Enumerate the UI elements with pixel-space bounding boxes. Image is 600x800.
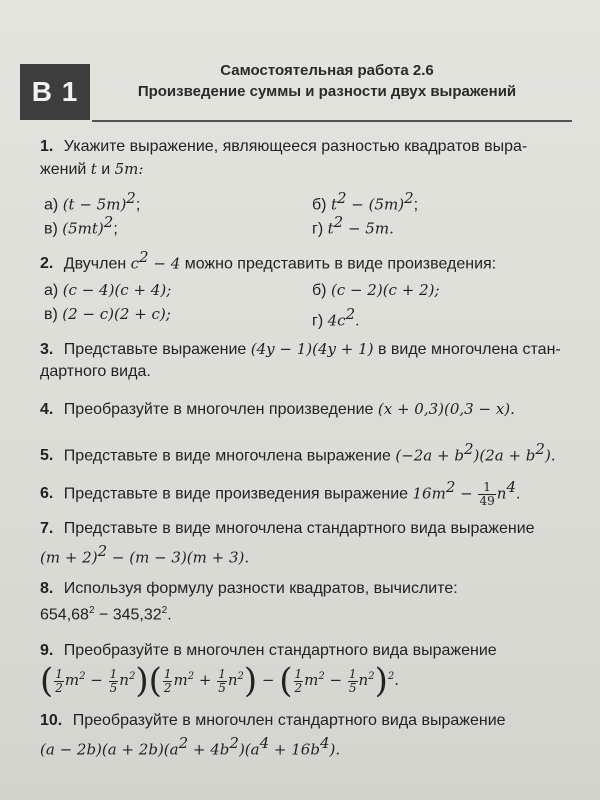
answer-options: [40, 185, 580, 238]
option-label: б): [312, 196, 327, 214]
task-number: 3.: [40, 341, 54, 358]
task-expr: (4y − 1)(4y + 1): [250, 340, 374, 358]
task-5: 5. Представьте в виде многочлена выражение $(-2a + b^2)(2a + b^2)$.: [40, 440, 556, 465]
answer-options: [40, 279, 580, 330]
option-label: в): [44, 220, 58, 238]
fraction: [478, 481, 495, 508]
task-expr: (a − 2b)(a + 2b)(a: [40, 740, 179, 759]
task-text-cont: жений: [40, 161, 87, 178]
task-7: 7. Представьте в виде многочлена стандартного вида выражение $(m + 2)^2 - (m - 3)(m + 3)$.: [40, 520, 535, 567]
option-tail: ;: [135, 196, 141, 214]
task-text: Двучлен: [63, 255, 127, 273]
fraction-denominator: 49: [479, 493, 495, 508]
task-number: 8.: [40, 580, 54, 597]
option-expr: (5mt): [62, 219, 104, 238]
task-text: Укажите выражение, являющееся разностью квадратов выра-: [63, 138, 528, 155]
task-number: 6.: [40, 485, 54, 503]
task-expr: c: [130, 254, 140, 273]
option-expr: (c − 2)(c + 2);: [330, 281, 440, 300]
option-label: в): [44, 306, 58, 324]
task-text-after: можно представить в виде произведения:: [184, 255, 497, 273]
option-expr: (2 − c)(2 + c);: [62, 305, 171, 324]
option-expr: (t − 5m): [62, 195, 127, 214]
task-text-after: в виде многочлена стан-: [377, 341, 561, 358]
task-text: Преобразуйте в многочлен стандартного вида выражение: [72, 712, 506, 729]
task-expr-mid: + 4b: [188, 740, 230, 759]
option-expr: t: [327, 219, 334, 238]
task-expr: (x + 0,3)(0,3 − x).: [377, 400, 515, 418]
task-expr-tail: n: [496, 484, 507, 503]
worksheet-title: Самостоятельная работа 2.6: [220, 62, 434, 79]
task-number: 1.: [40, 138, 54, 155]
task-text: Представьте в виде произведения выражение: [63, 485, 409, 503]
option-tail: − 5m.: [343, 219, 394, 238]
option-label: а): [44, 282, 59, 300]
task-8: 8. Используя формулу разности квадратов, вычислите: $654,68^2 - 345,32^2$.: [40, 580, 458, 624]
option-a[interactable]: [44, 279, 171, 302]
option-label: г): [312, 312, 324, 330]
option-a[interactable]: а) $(t - 5m)^2$;: [44, 189, 141, 214]
option-d[interactable]: г) $4c^2$.: [312, 305, 360, 330]
task-6: 6. Представьте в виде произведения выражение $16m^2$ − $\frac{1}{49}$ $n^4$.: [40, 478, 521, 508]
task-number: 4.: [40, 401, 54, 418]
task-var2: 5m:: [114, 160, 144, 178]
task-and: и: [101, 161, 111, 178]
option-d[interactable]: г) $t^2 - 5m$.: [312, 213, 394, 238]
option-b[interactable]: б) $t^2 - (5m)^2$;: [312, 189, 419, 214]
task-number: 5.: [40, 447, 54, 465]
task-2: 2. Двучлен $c^2 - 4$ можно представить в виде произведения: а) (c − 4)(c + 4); б) (c − 2)(c + 2); в) (2 − c)(2 + c); г) $4c^2$.: [40, 246, 580, 325]
variant-label: В 1: [31, 76, 79, 107]
task-expr-tail: − 345,32: [94, 606, 162, 624]
task-number: 2.: [40, 255, 54, 273]
option-c[interactable]: в) $(5mt)^2$;: [44, 213, 118, 238]
option-c[interactable]: [44, 303, 171, 326]
header-divider: [92, 120, 572, 122]
worksheet-header: [92, 56, 562, 118]
task-expr: 16m: [412, 484, 446, 503]
task-expr-end: + 16b: [269, 740, 320, 759]
option-b[interactable]: [312, 279, 440, 302]
task-text: Представьте в виде многочлена выражение: [63, 447, 391, 465]
task-1: [40, 136, 580, 238]
task-var: t: [90, 160, 97, 178]
task-3: [40, 338, 580, 383]
task-expr: 654,68: [40, 606, 89, 624]
task-text: Преобразуйте в многочлен стандартного вида выражение: [63, 642, 497, 659]
task-text-cont: дартного вида.: [40, 363, 151, 380]
task-number: 10.: [40, 712, 63, 729]
task-expr-mid2: )(a: [238, 740, 260, 759]
task-text: Используя формулу разности квадратов, вычислите:: [63, 580, 458, 597]
task-10: 10. Преобразуйте в многочлен стандартного вида выражение $(a - 2b)(a + 2b)(a^2 + 4b^2)(a^4 + 16b^4)$.: [40, 712, 506, 759]
option-label: б): [312, 282, 327, 300]
option-tail: − (5m): [346, 195, 405, 214]
task-expr: ( $\frac{1}{2}$ $m^2$ − $\frac{1}{5}$ $n^2$)( $\frac{1}{2}$ $m^2$ + $\frac{1}{5}$ $n^2$) − ( $\frac{1}{2}$ $m^2$ − $\frac{1}{5}$ $n^2)^2$.: [40, 661, 399, 701]
fraction-numerator: 1: [478, 481, 495, 495]
task-expr: (−2a + b: [395, 446, 464, 465]
option-expr: t: [330, 195, 337, 214]
option-tail: ;: [113, 220, 118, 238]
task-expr-tail: − (m − 3)(m + 3).: [107, 548, 250, 567]
task-expr: (m + 2): [40, 548, 98, 567]
variant-badge: [20, 64, 90, 120]
option-label: г): [312, 220, 324, 238]
worksheet-subtitle: Произведение суммы и разности двух выражений: [137, 83, 517, 100]
task-number: 9.: [40, 642, 54, 659]
task-9: [40, 640, 580, 701]
task-text: Преобразуйте в многочлен произведение: [63, 401, 374, 418]
task-number: 7.: [40, 520, 54, 537]
option-label: а): [44, 196, 59, 214]
option-expr: 4c: [327, 311, 346, 330]
task-expr-tail: − 4: [148, 254, 181, 273]
task-4: [40, 398, 580, 421]
task-text: Представьте в виде многочлена стандартного вида выражение: [63, 520, 535, 537]
task-text: Представьте выражение: [63, 341, 247, 358]
option-expr: (c − 4)(c + 4);: [62, 281, 172, 300]
